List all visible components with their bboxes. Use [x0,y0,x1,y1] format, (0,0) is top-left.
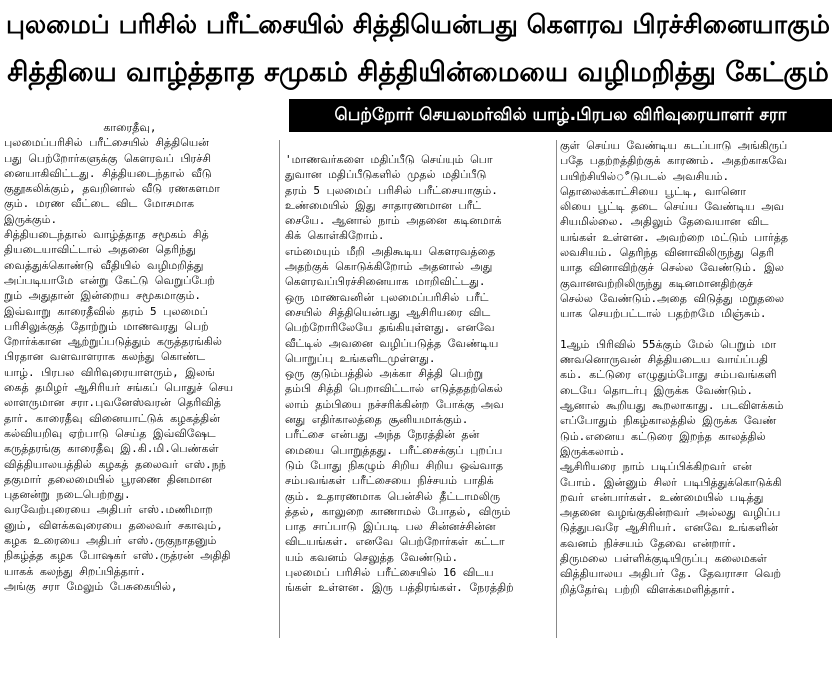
article-line: பது பெற்றோர்களுக்கு கௌரவப் பிரச்சி [4,151,211,165]
article-line: குள் செய்ய வேண்டிய கடப்பாடு அங்கிருப் [560,139,788,152]
article-line: கழக உரையை அதிபர் எஸ்.ருகுநாதனும் [4,534,217,548]
article-line: வைத்துக்கொண்டு வீதியில் வழிமறித்து [4,258,204,272]
article-line: எம்மையும் மீறி அதிகூடிய கௌரவத்தை [285,244,496,258]
article-line: இருக்கலாம். [560,444,626,458]
article-line: நிகழ்த்த கழக போஷகர் எஸ்.ருத்ரன் அதிதி [4,549,231,563]
headline-line-1: புலமைப் பரிசில் பரீட்சையில் சித்தியென்பது கௌரவ பிரச்சினையாகும் [5,10,830,40]
article-line: புலமைப்பரிசில் பரீட்சையில் சித்தியென் [4,136,209,150]
article-line: கைத் தமிழர் ஆசிரியர் சங்கப் பொதுச் செய [4,381,234,395]
article-line: பதே பதற்றத்திற்குக் காரணம். அதற்காகவே [560,154,787,168]
article-line: யாக செயற்பட்டால் பதற்றமே மிஞ்சும். [560,307,767,321]
article-line: 1ஆம் பிரிவில் 55க்கும் மேல் பெறும் மா [560,337,777,351]
article-line: துவான மதிப்பீடுகளில் முதல் மதிப்பீடு [285,168,487,182]
article-line: லியை பூட்டி தடை செய்ய வேண்டிய அவ [560,200,785,214]
article-line: சையில் சித்தியென்பது ஆசிரியரை விட [285,305,491,319]
article-line: சித்தியடைந்தால் வாழ்த்தாத சமூகம் சித் [4,228,209,242]
article-line: காரைதீவு, [4,121,157,134]
article-line: திருமலை பள்ளிக்குடியிருப்பு கலைமகள் [560,552,767,566]
article-line: கம். கட்டுரை எழுதும்போது சம்பவங்களி [560,368,777,382]
article-line: பெற்றோரிலேயே தங்கியுள்ளது. எனவே [285,321,495,335]
article-line: புலமைப் பரிசில் பரீட்சையில் 16 விடய [285,566,494,580]
article-line: யம் கவனம் செலுத்த வேண்டும். [285,550,459,564]
article-line: செல்ல வேண்டும்.அதை விடுத்து மறுதலை [560,291,784,305]
article-line: கும். உதாரணமாக பென்சில் தீட்டாமலிரு [285,489,501,503]
article-line: வித்தியாலய அதிபர் தே. தேவராசா வெற் [560,567,782,581]
article-line: பொறுப்பு உங்களிடமுள்ளது. [285,351,436,365]
article-line: பரீட்சை என்பது அந்த நேரத்தின் தன் [285,428,480,442]
article-line: 'மாணவர்களை மதிப்பீடு செய்யும் பொ [285,153,493,166]
article-line: தம்பி சித்தி பெறாவிட்டால் எடுத்ததற்கெல் [285,382,503,396]
article-line: லவசியம். தெரிந்த வினாவிலிருந்து தெரி [560,246,774,260]
article-line: னும், விளக்கவுரையை தலைவர் சகாவும், [4,518,223,532]
byline-banner: பெற்றோர் செயலமர்வில் யாழ்.பிரபல விரிவுரையாளர் சரா [289,99,832,132]
article-line: வரவேற்புரையை அதிபர் எஸ்.மணிமாற [4,503,213,517]
article-line: டுத்துபவரே ஆசிரியர். எனவே உங்களின் [560,521,778,535]
article-line: அதற்குக் கொடுக்கிறோம் அதனால் அது [285,260,493,274]
article-line: வித்தியாலயத்தில் கழகத் தலைவர் எஸ்.நந் [4,457,226,471]
article-line: கும். மரண வீட்டை விட மோசமாக [4,197,195,211]
article-column-2 [285,152,553,684]
article-line: கல்வியறிவு ஏற்பாடு செய்த இவ்விஷேட [4,426,216,440]
article-line: றோர்க்கான ஆற்றுப்படுத்தும் கருத்தரங்கில் [4,335,222,349]
article-line: இவ்வாறு காரைதீவில் தரம் 5 புலமைப் [4,304,208,318]
article-line: உண்மையில் இது சாதாரணமான பரீட் [285,198,482,212]
article-line: ஒரு மாணவனின் புலமைப்பரிசில் பரீட் [285,290,489,304]
article-line: தரம் 5 புலமைப் பரிசில் பரீட்சையாகும். [285,183,498,197]
article-column-1 [4,120,276,652]
article-line: மையை பொறுத்தது. பரீட்சைக்குப் புறப்ப [285,443,503,457]
article-line: இருக்கும். [4,212,58,226]
article-line: கருத்தரங்கு காரைதீவு இ.கி.மி.பெண்கள் [4,442,219,456]
article-line: னையாகிவிட்டது. சித்தியடைந்தால் வீடு [4,166,212,180]
article-line: கௌரவப்பிரச்சினையாக மாறிவிட்டது. [285,275,486,289]
headline-line-2: சித்தியை வாழ்த்தாத சமுகம் சித்தியின்மையை வழிமறித்து கேட்கும் [7,57,829,88]
column-divider [279,140,280,638]
article-line: லாளருமான சரா.புவனேஸ்வரன் தெரிவித் [4,396,221,410]
article-line: தொலைக்காட்சியை பூட்டி, வானொ [560,184,746,198]
article-line: அதனை வழங்குகின்றவர் அல்லது வழிப்ப [560,506,781,520]
article-line: னது எதிர்காலத்தை சூனியமாக்கும். [285,413,469,427]
article-line: யங்கள் உள்ளன. அவற்றை மட்டும் பார்த்த [560,230,789,244]
article-line: குதூகலிக்கும், தவறினால் வீடு ரணகளமா [4,182,220,196]
article-line: யாகக் கலந்து சிறப்பித்தார். [4,564,147,578]
article-line: அப்படியாமே என்று கேட்டு வெறுப்பேற் [4,273,215,287]
article-line: ணவனொருவன் சித்தியடைய வாய்ப்பதி [560,353,769,367]
article-line: டும்.எனைய கட்டுரை இறந்த காலத்தில் [560,429,766,443]
article-column-3 [560,138,834,670]
article-line: குவானவற்றிலிருந்து கடினமானதிற்குச் [560,276,753,290]
article-line: றித்தேர்வு பற்றி விளக்கமளித்தார். [560,582,737,596]
article-line: சம்பவங்கள் பரீட்சையை நிச்சயம் பாதிக் [285,474,494,488]
article-line: த்தல், காலுறை காணாமல் போதல், விரும் [285,504,511,518]
article-line [560,322,834,337]
article-line: கவனம் நிச்சயம் தேவை என்றார். [560,536,738,550]
article-line: தகுமார் தலைமையில் பூரணை தினமான [4,472,212,486]
article-line: விடயங்கள். எனவே பெற்றோர்கள் கட்டா [285,535,505,549]
article-line: போம். இன்னும் சிலர் படிபித்துக்கொடுக்கி [560,475,782,489]
article-line: டும் போது நிகழும் சிறிய சிறிய ஒவ்வாத [285,458,504,472]
article-line: அங்கு சரா மேலும் பேசுகையில், [4,579,178,593]
article-line: ஆனால் கூறியது கூறலாகாது. படவிளக்கம் [560,399,784,413]
article-line: ஒரு குடும்பத்தில் அக்கா சித்தி பெற்று [285,367,484,381]
article-line: சியமில்லை. அதிலும் தேவையான விட [560,215,769,229]
article-line: தியடையாவிட்டால் அதனை தெரிந்து [4,243,196,257]
article-line: ஆசிரியரை நாம் படிப்பிக்கிறவர் என் [560,460,752,474]
article-line: லாம் தம்பியை நச்சரிக்கின்ற போக்கு அவ [285,397,504,411]
article-line: எப்போதும் நிகழ்காலத்தில் இருக்க வேண் [560,414,777,428]
article-line: பயிற்சியில்ீடுபடல் அவசியம். [560,169,730,183]
article-line: புதனன்று நடைபெற்றது. [4,488,131,502]
article-line: வீட்டில் அவனை வழிப்படுத்த வேண்டிய [285,336,499,350]
article-line: றும் அதுதான் இன்றைய சமூகமாகும். [4,289,202,303]
article-line: டையே தொடர்பு இருக்க வேண்டும். [560,383,754,397]
article-line: பரிசிலுக்குத் தோற்றும் மாணவரது பெற் [4,319,209,333]
article-line: தார். காரைதீவு வினையாட்டுக் கழகத்தின் [4,411,220,425]
article-line: ங்கள் உள்ளன. இரு பத்திரங்கள். நேரத்திற் [285,581,514,595]
article-line: யாழ். பிரபல விரிவுரையாளரும், இலங் [4,365,215,379]
article-line: கிக் கொள்கிறோம். [285,229,385,243]
column-divider [556,140,557,638]
article-line: றவர் என்பார்கள். உண்மையில் படித்து [560,490,764,504]
article-line: யாத வினாவிற்குச் செல்ல வேண்டும். இல [560,261,784,275]
article-line: பாத சாப்பாடு இப்படி பல சின்னச்சின்ன [285,520,496,534]
article-line: பிரதான வளவாளராக கலந்து கொண்ட [4,350,206,364]
article-line: சையே. ஆனால் நாம் அதனை கடினமாக் [285,214,502,228]
